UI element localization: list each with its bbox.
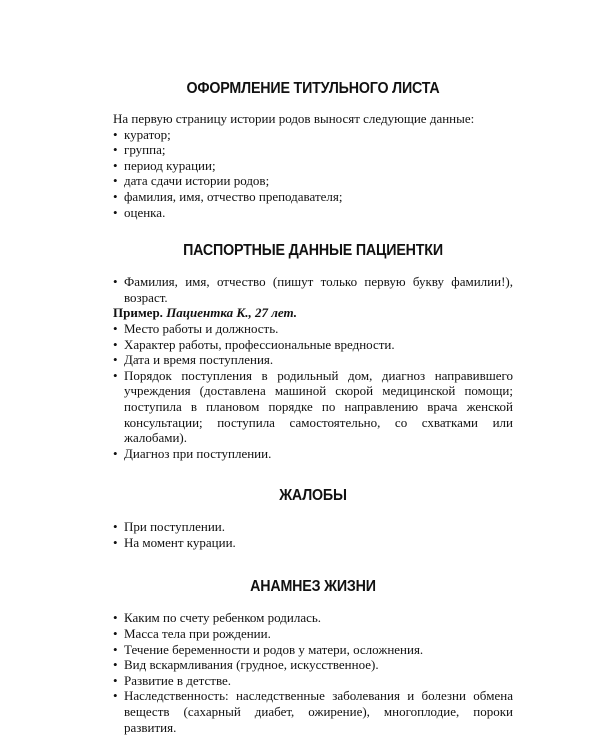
section-heading: ОФОРМЛЕНИЕ ТИТУЛЬНОГО ЛИСТА — [186, 80, 440, 97]
bullet-list — [113, 274, 513, 305]
section-heading: ЖАЛОБЫ — [279, 487, 347, 505]
example-value: Пациентка К., 27 лет. — [166, 305, 297, 321]
list-item: • Характер работы, профессиональные вредности. — [113, 337, 513, 353]
list-item: • группа; — [113, 142, 513, 158]
example-line — [113, 305, 513, 321]
list-item: • куратор; — [113, 127, 513, 143]
list-item: • фамилия, имя, отчество преподавателя; — [113, 189, 513, 205]
section-heading: ПАСПОРТНЫЕ ДАННЫЕ ПАЦИЕНТКИ — [183, 242, 443, 260]
list-item: • период курации; — [113, 158, 513, 174]
document-page — [113, 80, 513, 735]
list-item: • Наследственность: наследственные заболевания и болезни обмена веществ (сахарный диабет, ожирение), многоплодие, пороки развития. — [113, 688, 513, 735]
example-lead: Пример. — [113, 305, 163, 321]
list-item: • Место работы и должность. — [113, 321, 513, 337]
list-item: • При поступлении. — [113, 519, 513, 535]
list-item: • Порядок поступления в родильный дом, диагноз направившего учреждения (доставлена машиной скорой медицинской помощи; поступила в плановом порядке по направлению врача женской консультации; поступила самостоятельно, со схватками или жалобами). — [113, 368, 513, 446]
section-life-history — [113, 578, 513, 735]
section-complaints — [113, 487, 513, 550]
list-item: • оценка. — [113, 205, 513, 221]
list-item: • Течение беременности и родов у матери, осложнения. — [113, 642, 513, 658]
list-item: • Каким по счету ребенком родилась. — [113, 610, 513, 626]
bullet-list — [113, 321, 513, 461]
section-title-page — [113, 80, 513, 220]
list-item: • Вид вскармливания (грудное, искусственное). — [113, 657, 513, 673]
bullet-list — [113, 610, 513, 735]
list-item: • дата сдачи истории родов; — [113, 173, 513, 189]
section-passport-data — [113, 242, 513, 461]
list-item: • Фамилия, имя, отчество (пишут только первую букву фамилии!), возраст. — [113, 274, 513, 305]
list-item: • Развитие в детстве. — [113, 673, 513, 689]
list-item: • На момент курации. — [113, 535, 513, 551]
bullet-list — [113, 127, 513, 221]
list-item: • Диагноз при поступлении. — [113, 446, 513, 462]
list-item: • Дата и время поступления. — [113, 352, 513, 368]
section-heading: АНАМНЕЗ ЖИЗНИ — [250, 578, 376, 596]
list-item: • Масса тела при рождении. — [113, 626, 513, 642]
bullet-list — [113, 519, 513, 550]
section-intro: На первую страницу истории родов выносят следующие данные: — [113, 111, 475, 126]
